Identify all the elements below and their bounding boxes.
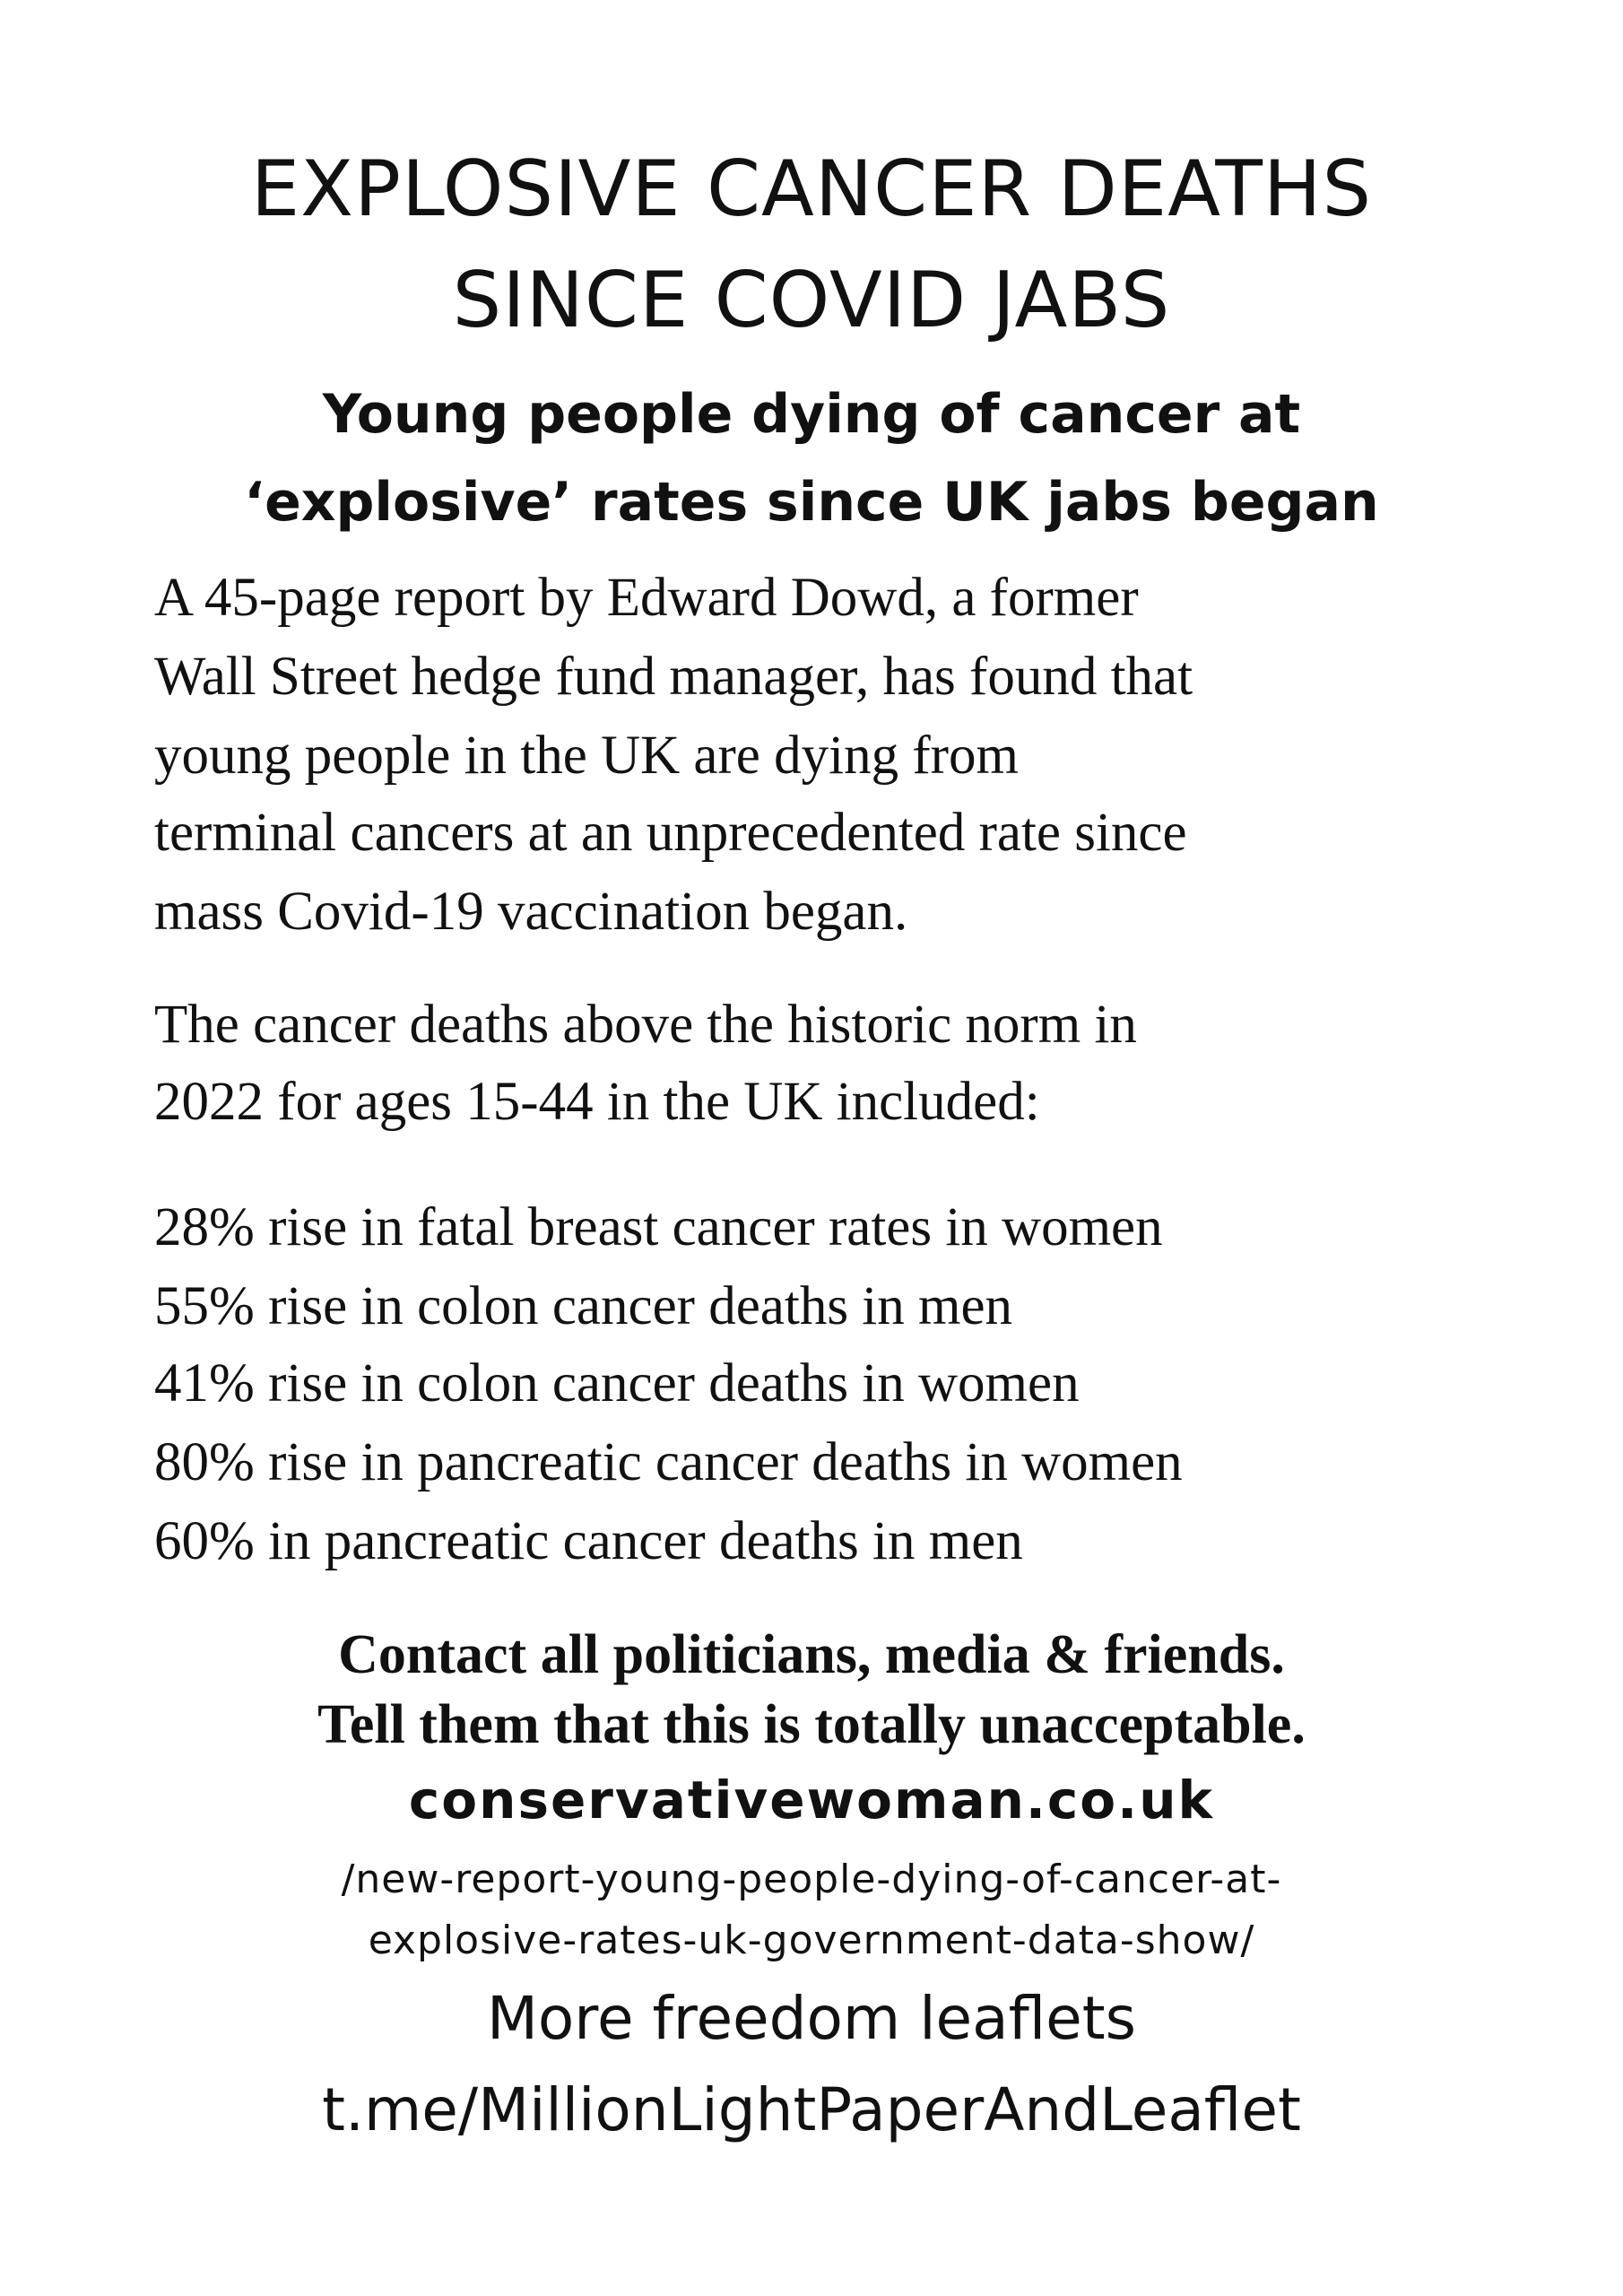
intro-paragraph-line: Wall Street hedge fund manager, has found that [154,647,1193,707]
statistic-item: 28% rise in fatal breast cancer rates in women [154,1197,1163,1257]
headline-line-2: SINCE COVID JABS [452,256,1171,345]
source-path-line-1: /new-report-young-people-dying-of-cancer-at- [341,1857,1282,1902]
source-domain: conservativewoman.co.uk [408,1770,1215,1831]
statistic-item: 55% rise in colon cancer deaths in men [154,1276,1013,1336]
intro-paragraph-line: terminal cancers at an unprecedented rate since [154,803,1187,863]
intro-paragraph-line: mass Covid-19 vaccination began. [154,882,908,942]
source-path-line-2: explosive-rates-uk-government-data-show/ [368,1918,1255,1963]
second-paragraph-line: 2022 for ages 15-44 in the UK included: [154,1072,1040,1132]
subheadline-line-1: Young people dying of cancer at [322,383,1301,446]
headline-line-1: EXPLOSIVE CANCER DEATHS [250,144,1373,234]
footer-line-1: More freedom leaflets [486,1984,1137,2053]
second-paragraph-line: The cancer deaths above the historic norm in [154,995,1137,1055]
subheadline-line-2: ‘explosive’ rates since UK jabs began [244,471,1379,534]
statistic-item: 80% rise in pancreatic cancer deaths in women [154,1432,1183,1492]
call-to-action-line-1: Contact all politicians, media & friends. [338,1624,1285,1685]
statistic-item: 60% in pancreatic cancer deaths in men [154,1511,1023,1571]
intro-paragraph-line: young people in the UK are dying from [154,726,1019,786]
call-to-action-line-2: Tell them that this is totally unacceptable. [317,1694,1306,1755]
footer-telegram-link: t.me/MillionLightPaperAndLeaflet [322,2075,1301,2144]
intro-paragraph-line: A 45-page report by Edward Dowd, a former [154,568,1139,628]
statistic-item: 41% rise in colon cancer deaths in women [154,1353,1080,1413]
